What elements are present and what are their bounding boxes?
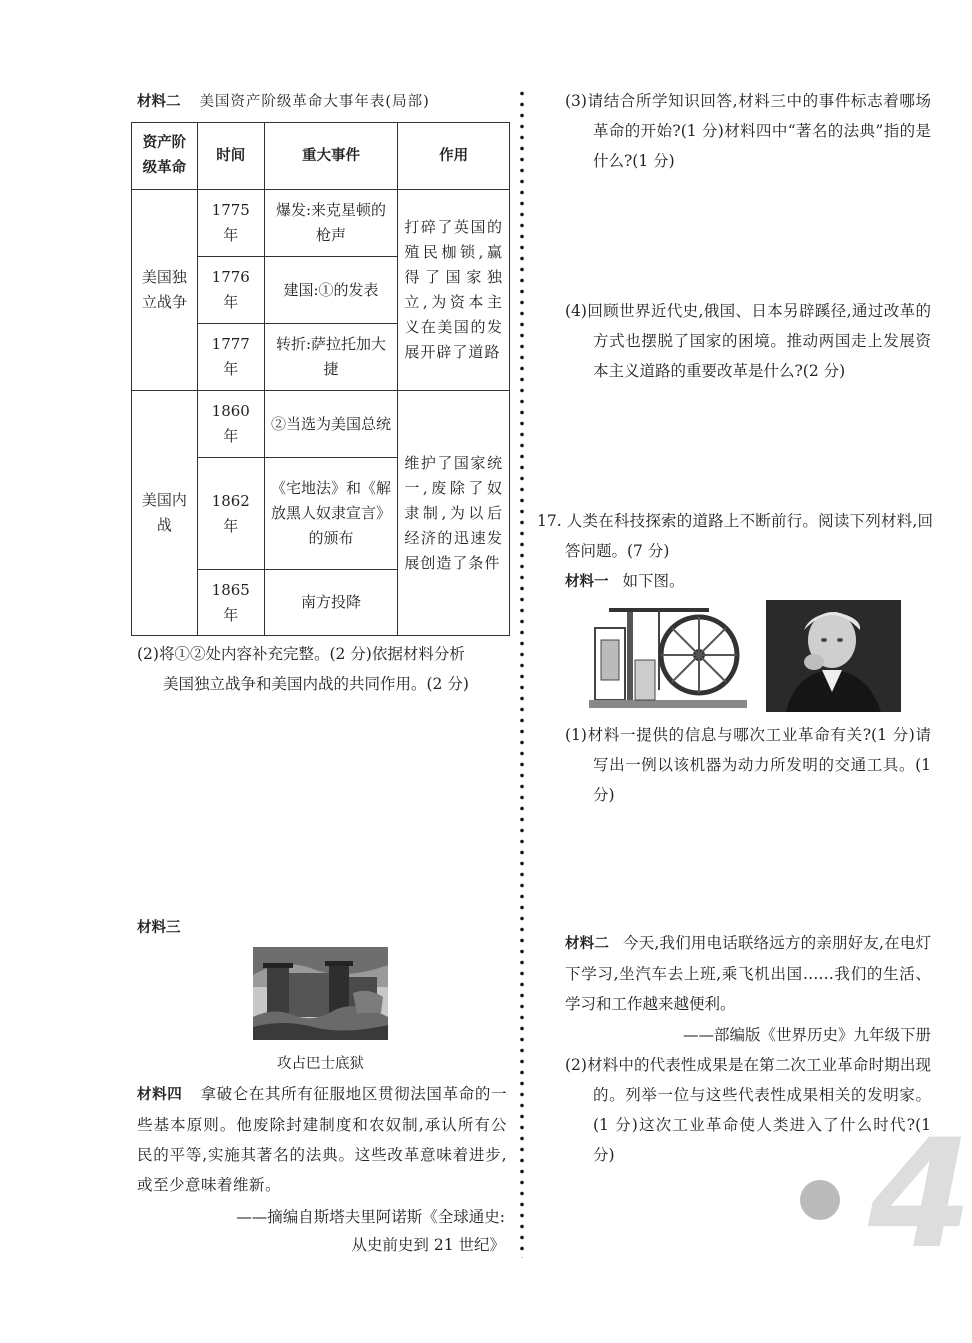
material-four <box>137 1079 507 1200</box>
cell-event: 《宅地法》和《解放黑人奴隶宣言》的颁布 <box>264 458 398 570</box>
material-two-title <box>137 86 517 117</box>
material-two-right-source: ——部编版《世界历史》九年级下册 <box>682 1026 931 1044</box>
material-two-heading: 美国资产阶级革命大事年表(局部) <box>199 94 430 110</box>
cell-event: 建国:①的发表 <box>264 257 398 324</box>
cell-event: 南方投降 <box>264 570 398 636</box>
page-number: 4 <box>868 1108 972 1282</box>
material-two-right-label: 材料二 <box>565 936 610 952</box>
material-four-text: 拿破仑在其所有征服地区贯彻法国革命的一些基本原则。他废除封建制度和农奴制,承认所有公民的平等,实施其著名的法典。这些改革意味着进步,或至少意味着维新。 <box>137 1085 507 1194</box>
material-four-source-1: ——摘编自斯塔夫里阿诺斯《全球通史: <box>236 1208 505 1226</box>
material-three-label: 材料三 <box>137 920 181 936</box>
question-2 <box>137 639 512 699</box>
cell-time: 1776 年 <box>197 257 264 324</box>
material-two-right <box>565 928 931 1019</box>
effect-civil-war: 维护了国家统一,废除了奴隶制,为以后经济的迅速发展创造了条件 <box>398 391 510 636</box>
steam-engine-image <box>589 600 747 710</box>
material-one <box>565 566 931 597</box>
cell-time: 1862 年 <box>197 458 264 570</box>
column-divider <box>518 88 526 1258</box>
question-2-line1: (2)将①②处内容补充完整。(2 分)依据材料分析 <box>137 645 465 663</box>
header-revolution: 资产阶级革命 <box>132 123 198 190</box>
cell-time: 1865 年 <box>197 570 264 636</box>
header-event: 重大事件 <box>264 123 398 190</box>
question-17-text: 17. 人类在科技探索的道路上不断前行。阅读下列材料,回答问题。(7 分) <box>537 512 933 560</box>
material-four-label: 材料四 <box>137 1087 183 1103</box>
question-17-2-text: (2)材料中的代表性成果是在第二次工业革命时期出现的。列举一位与这些代表性成果相关的发明家。(1 分)这次工业革命使人类进入了什么时代?(1 分) <box>565 1056 931 1164</box>
bastille-caption: 攻占巴士底狱 <box>277 1056 364 1072</box>
page-dot <box>800 1180 840 1220</box>
cell-event: ②当选为美国总统 <box>264 391 398 458</box>
events-table <box>131 122 510 636</box>
question-17 <box>537 506 933 566</box>
material-two-right-text: 今天,我们用电话联络远方的亲朋好友,在电灯下学习,坐汽车去上班,乘飞机出国……我们的生活、学习和工作越来越便利。 <box>565 934 932 1013</box>
question-2-line2: 美国独立战争和美国内战的共同作用。(2 分) <box>163 675 469 693</box>
effect-independence: 打碎了英国的殖民枷锁,赢得了国家独立,为资本主义在美国的发展开辟了道路 <box>398 190 510 391</box>
cell-time: 1777 年 <box>197 324 264 391</box>
group-name-civil-war: 美国内战 <box>132 391 198 636</box>
material-one-text: 如下图。 <box>622 572 685 590</box>
cell-time: 1860 年 <box>197 391 264 458</box>
question-4 <box>565 296 931 386</box>
material-four-source-2: 从史前史到 21 世纪》 <box>351 1236 505 1254</box>
table-row <box>132 391 510 458</box>
group-name-independence: 美国独立战争 <box>132 190 198 391</box>
question-3-text: (3)请结合所学知识回答,材料三中的事件标志着哪场革命的开始?(1 分)材料四中“著名的法典”指的是什么?(1 分) <box>565 92 931 170</box>
table-header-row <box>132 123 510 190</box>
header-effect: 作用 <box>398 123 510 190</box>
material-two-label: 材料二 <box>137 94 181 110</box>
question-17-1 <box>565 720 931 810</box>
question-4-text: (4)回顾世界近代史,俄国、日本另辟蹊径,通过改革的方式也摆脱了国家的困境。推动两国走上发展资本主义道路的重要改革是什么?(2 分) <box>565 302 931 380</box>
cell-event: 爆发:来克星顿的枪声 <box>264 190 398 257</box>
question-17-1-text: (1)材料一提供的信息与哪次工业革命有关?(1 分)请写出一例以该机器为动力所发明的交通工具。(1 分) <box>565 726 931 804</box>
table-row <box>132 190 510 257</box>
cell-event: 转折:萨拉托加大捷 <box>264 324 398 391</box>
bastille-image <box>253 947 388 1040</box>
james-watt-portrait <box>766 600 901 712</box>
question-3 <box>565 86 931 176</box>
header-time: 时间 <box>197 123 264 190</box>
cell-time: 1775 年 <box>197 190 264 257</box>
material-one-label: 材料一 <box>565 574 609 590</box>
